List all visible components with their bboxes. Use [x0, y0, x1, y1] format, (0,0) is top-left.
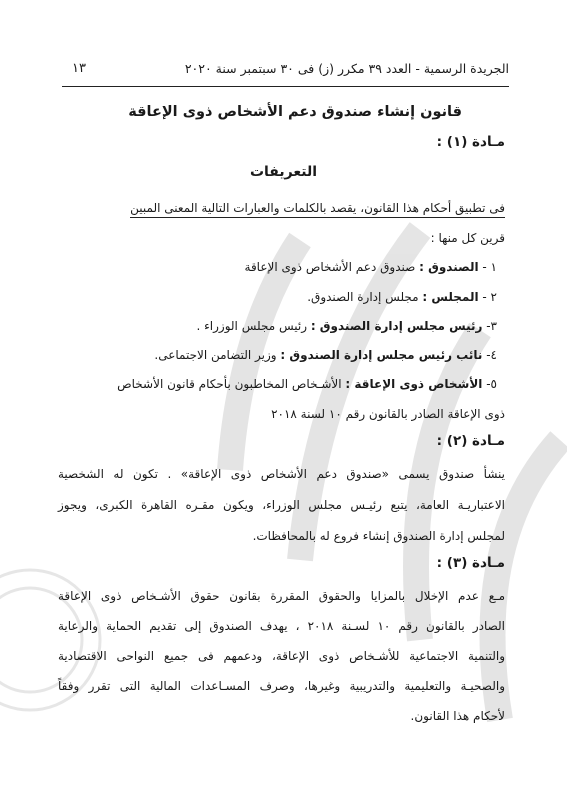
article-1-intro-line2: قرين كل منها : [430, 231, 505, 245]
definition-term: رئيس مجلس إدارة الصندوق : [310, 319, 483, 333]
definition-term: الأشخاص ذوى الإعاقة : [345, 377, 483, 391]
definition-item: ١ - الصندوق : صندوق دعم الأشخاص ذوى الإعاقة [244, 260, 497, 274]
definitions-heading: التعريفات [249, 164, 318, 180]
article-3-line: والصحيـة والتعليمية والتدريبية وغيرها، وصرف المسـاعدات المالية التى تقرر وفقاً [58, 679, 505, 693]
law-title: قانون إنشاء صندوق دعم الأشخاص ذوى الإعاقة [128, 104, 462, 120]
article-1-intro-line1: فى تطبيق أحكام هذا القانون، يقصد بالكلمات والعبارات التالية المعنى المبين [130, 201, 505, 218]
definition-item: ٣- رئيس مجلس إدارة الصندوق : رئيس مجلس الوزراء . [196, 319, 497, 333]
definition-text: مجلس إدارة الصندوق. [307, 290, 423, 304]
definition-text: وزير التضامن الاجتماعى. [154, 348, 281, 362]
definition-item: ٢ - المجلس : مجلس إدارة الصندوق. [307, 290, 497, 304]
definition-text: صندوق دعم الأشخاص ذوى الإعاقة [244, 260, 420, 274]
article-1-intro [58, 199, 505, 217]
definition-term: نائب رئيس مجلس إدارة الصندوق : [280, 348, 483, 362]
definition-text: رئيس مجلس الوزراء . [196, 319, 311, 333]
article-3-line: مـع عدم الإخلال بالمزايا والحقوق المقررة بقانون حقوق الأشـخاص ذوى الإعاقة [58, 589, 505, 603]
definition-item-continuation: ذوى الإعاقة الصادر بالقانون رقم ١٠ لسنة ٢٠١٨ [271, 407, 505, 421]
article-3-line: لأحكام هذا القانون. [410, 709, 505, 723]
article-3-line: والتنمية الاجتماعية للأشـخاص ذوى الإعاقة، ودعمهم فى جميع النواحى الاقتصادية [58, 649, 505, 663]
definition-text: الأشـخاص المخاطبون بأحكام قانون الأشخاص [117, 377, 346, 391]
article-3-heading: مـادة (٣) : [436, 555, 505, 571]
article-1-heading: مـادة (١) : [436, 134, 505, 150]
definition-term: المجلس : [422, 290, 479, 304]
page-header [62, 58, 509, 80]
definition-term: الصندوق : [419, 260, 479, 274]
page-number: ١٣ [72, 61, 86, 76]
article-2-line: الاعتباريـة العامة، يتبع رئيـس مجلس الوزراء، ويكون مقـره القاهرة الكبرى، ويجوز [58, 498, 505, 512]
article-2-line: ينشأ صندوق يسمى «صندوق دعم الأشخاص ذوى الإعاقة» . تكون له الشخصية [58, 467, 505, 481]
article-2-line: لمجلس إدارة الصندوق إنشاء فروع له بالمحافظات. [252, 529, 505, 543]
definition-item: ٤- نائب رئيس مجلس إدارة الصندوق : وزير التضامن الاجتماعى. [154, 348, 497, 362]
article-3-line: الصادر بالقانون رقم ١٠ لسـنة ٢٠١٨ ، يهدف الصندوق إلى تقديم الحماية والرعاية [58, 619, 506, 633]
definition-item: ٥- الأشخاص ذوى الإعاقة : الأشـخاص المخاطبون بأحكام قانون الأشخاص [117, 377, 497, 391]
publication-line: الجريدة الرسمية - العدد ٣٩ مكرر (ز) فى ٣٠ سبتمبر سنة ٢٠٢٠ [184, 61, 509, 76]
header-divider [62, 86, 509, 87]
article-2-heading: مـادة (٢) : [436, 433, 505, 449]
